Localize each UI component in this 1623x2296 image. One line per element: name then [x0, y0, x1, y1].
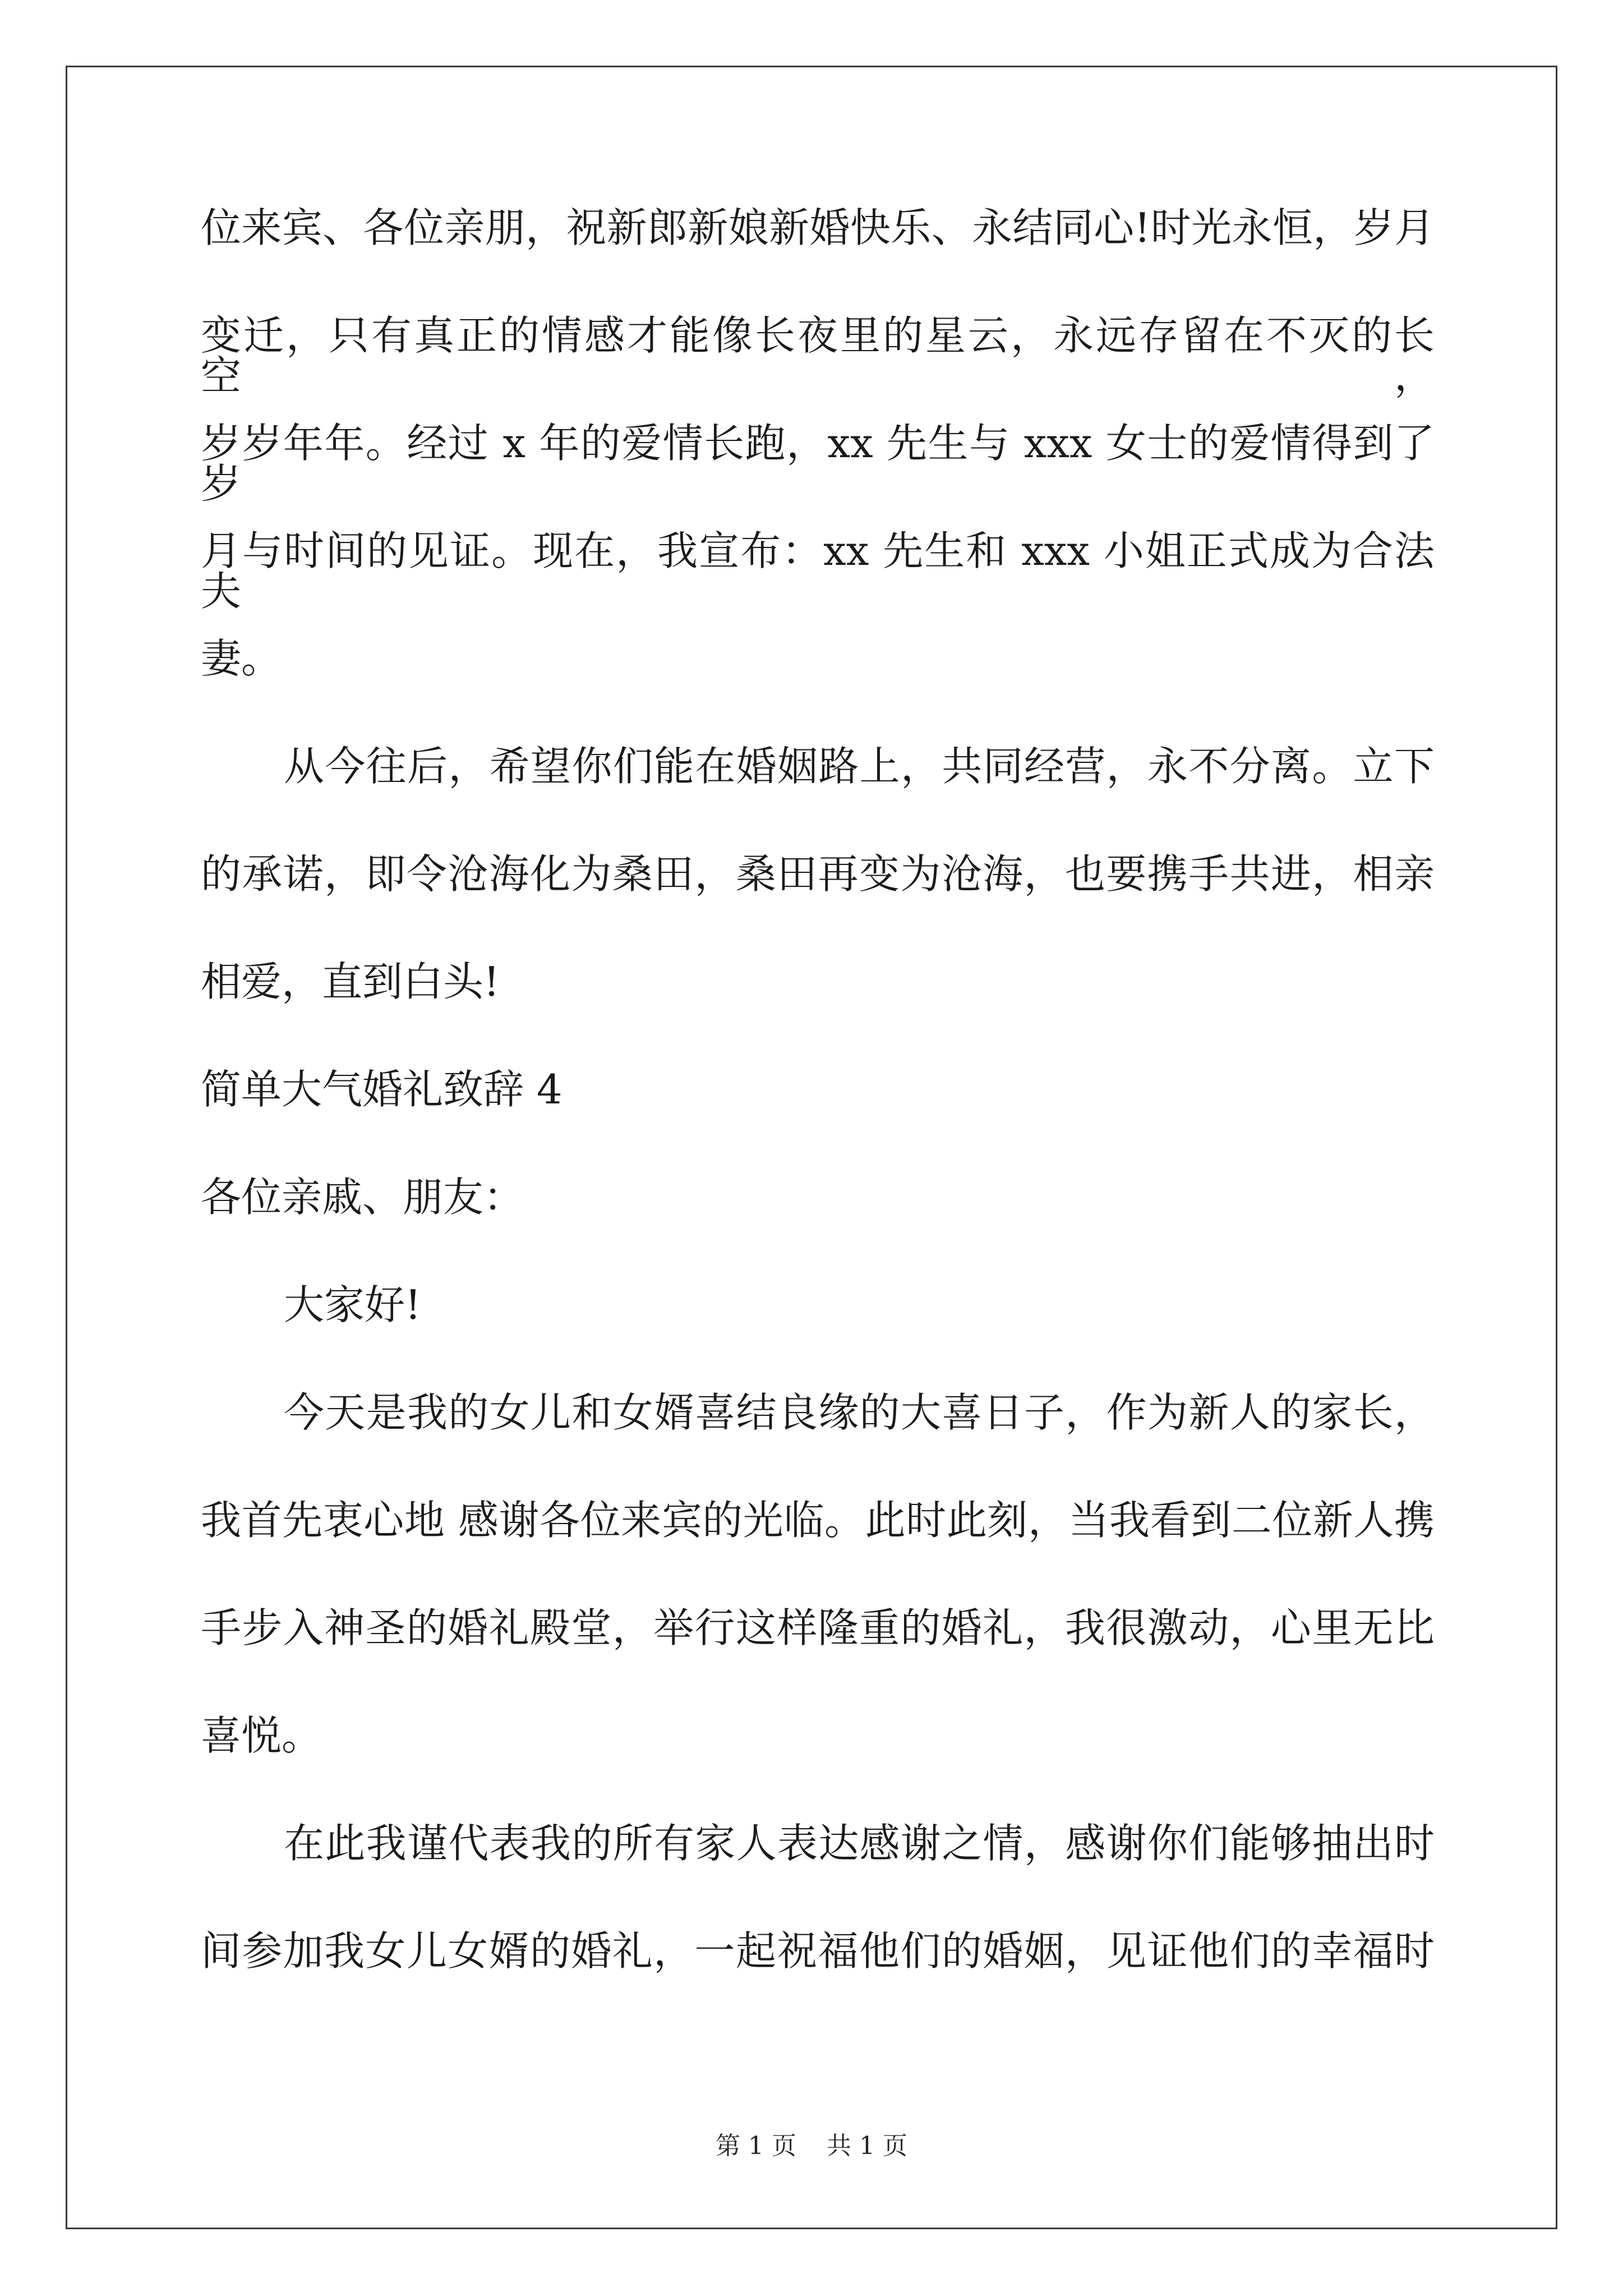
text-line: 位来宾、各位亲朋，祝新郎新娘新婚快乐、永结同心!时光永恒，岁月	[201, 204, 1435, 251]
section-heading: 简单大气婚礼致辞 4	[201, 1066, 562, 1113]
text-line: 喜悦。	[201, 1712, 322, 1759]
text-line: 我首先衷心地 感谢各位来宾的光临。此时此刻，当我看到二位新人携	[201, 1497, 1435, 1544]
text-line: 变迁，只有真正的情感才能像长夜里的星云，永远存留在不灭的长空，	[201, 312, 1435, 399]
text-line: 妻。	[201, 635, 282, 682]
text-line: 相爱，直到白头!	[201, 958, 500, 1005]
text-line: 在此我谨代表我的所有家人表达感谢之情，感谢你们能够抽出时	[284, 1820, 1435, 1867]
text-line: 的承诺，即令沧海化为桑田，桑田再变为沧海，也要携手共进，相亲	[201, 850, 1435, 898]
text-line: 间参加我女儿女婿的婚礼，一起祝福他们的婚姻，见证他们的幸福时	[201, 1927, 1435, 1975]
page-total: 共 1 页	[827, 2132, 907, 2160]
salutation: 各位亲戚、朋友：	[201, 1174, 524, 1221]
text-line: 手步入神圣的婚礼殿堂，举行这样隆重的婚礼，我很激动，心里无比	[201, 1604, 1435, 1651]
page-footer	[0, 2133, 1623, 2160]
page-number: 第 1 页	[716, 2132, 796, 2160]
document-body	[201, 204, 1435, 2039]
greeting: 大家好!	[284, 1281, 421, 1328]
text-line: 今天是我的女儿和女婿喜结良缘的大喜日子，作为新人的家长，	[284, 1389, 1435, 1436]
text-line: 月与时间的见证。现在，我宣布：xx 先生和 xxx 小姐正式成为合法夫	[201, 527, 1435, 615]
text-line: 岁岁年年。经过 x 年的爱情长跑，xx 先生与 xxx 女士的爱情得到了岁	[201, 420, 1435, 507]
text-line: 从今往后，希望你们能在婚姻路上，共同经营，永不分离。立下	[284, 743, 1435, 790]
